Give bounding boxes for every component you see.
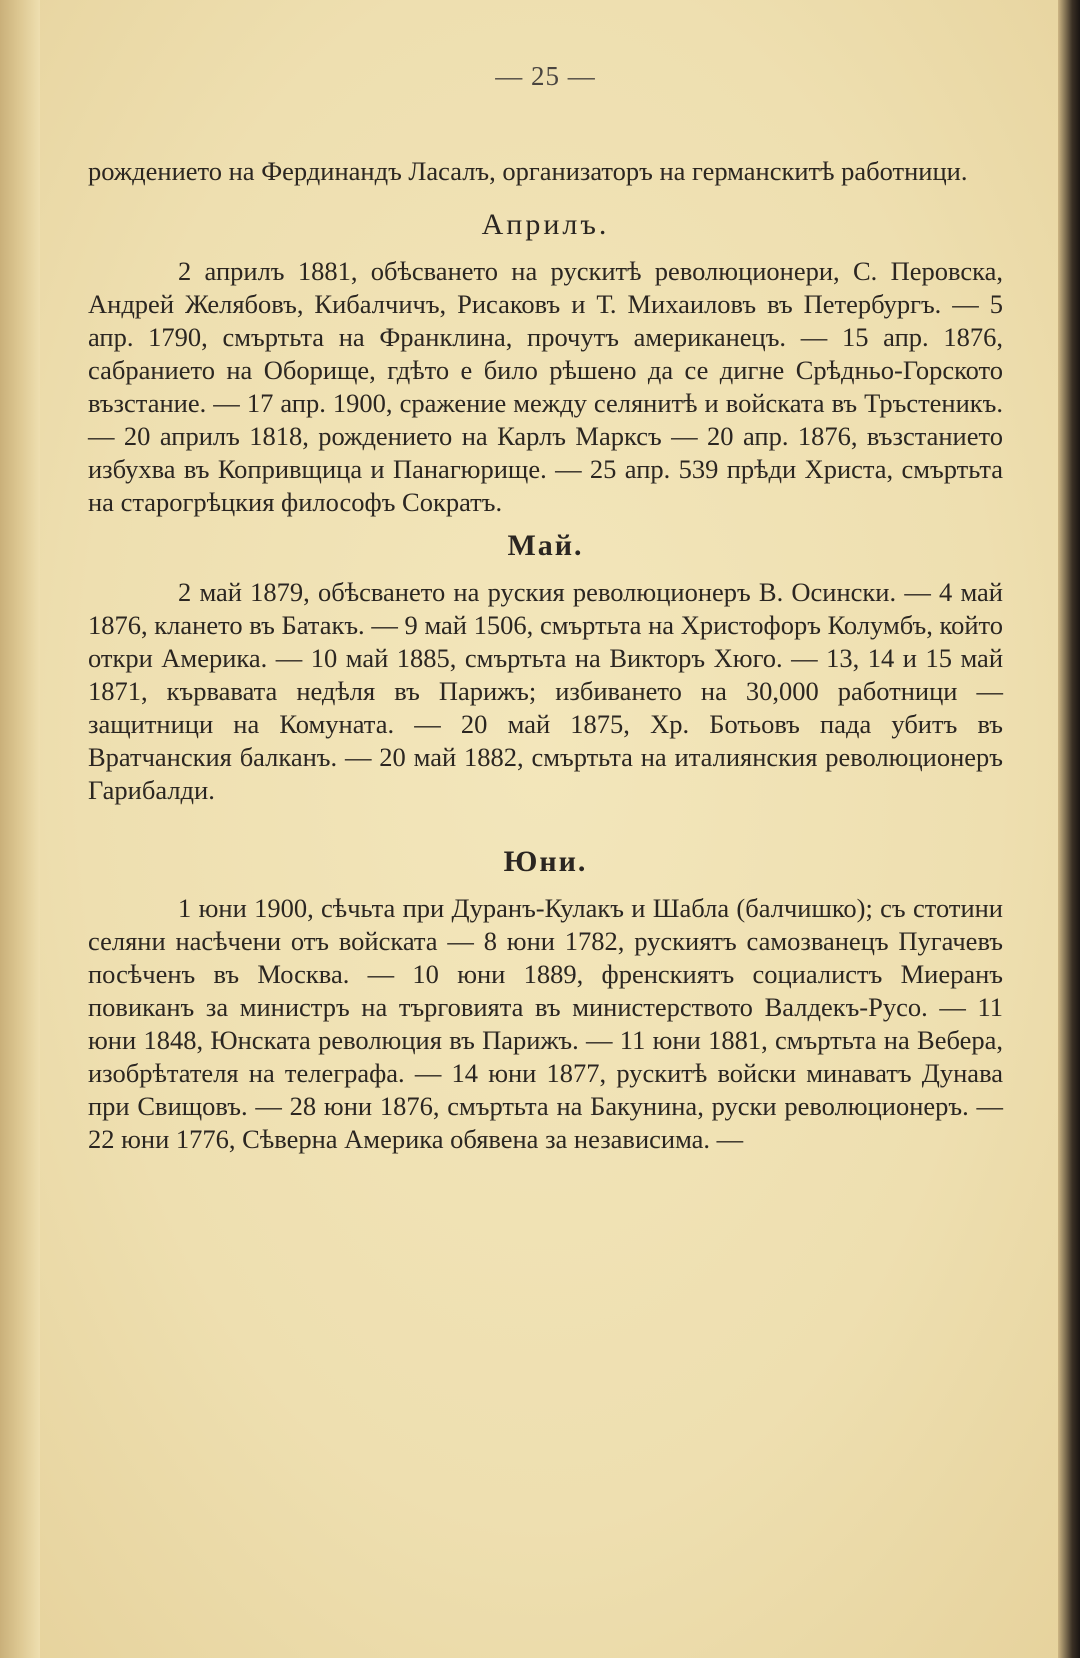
page-number: — 25 —: [495, 61, 596, 91]
heading-june: Юни.: [503, 845, 588, 878]
page-spine-shadow: [0, 0, 40, 1658]
page-right-edge: [1058, 0, 1080, 1658]
paragraph-april: 2 априлъ 1881, обѣсването на рускитѣ революционери, С. Перовска, Андрей Желябовъ, Кибалчичъ, Рисаковъ и Т. Михаиловъ въ Петербургъ. — 5 апр. 1790, смъртьта на Франклина, прочутъ американецъ. — 15 апр. 1876, сабранието на Оборище, гдѣто е било рѣшено да се дигне Срѣдньо-Горското възстание. — 17 апр. 1900, сражение между селянитѣ и войската въ Тръстеникъ. — 20 априлъ 1818, рождението на Карлъ Марксъ — 20 апр. 1876, възстанието избухва въ Копривщица и Панагюрище. — 25 апр. 539 прѣди Христа, смъртьта на старогрѣцкия философъ Сократъ.: [88, 256, 1003, 517]
heading-april: Априлъ.: [481, 208, 610, 241]
intro-paragraph: рождението на Фердинандъ Ласалъ, организаторъ на германскитѣ работници.: [88, 156, 968, 186]
page-text-block: [88, 60, 1003, 1156]
paragraph-may: 2 май 1879, обѣсването на руския революционеръ В. Осински. — 4 май 1876, клането въ Батакъ. — 9 май 1506, смъртьта на Христофоръ Колумбъ, който откри Америка. — 10 май 1885, смъртьта на Викторъ Хюго. — 13, 14 и 15 май 1871, кървавата недѣля въ Парижъ; избиването на 30,000 работници — защитници на Комуната. — 20 май 1875, Хр. Ботьовъ пада убитъ въ Вратчанския балканъ. — 20 май 1882, смъртьта на италиянския революционеръ Гарибалди.: [88, 577, 1003, 805]
heading-may: Май.: [507, 529, 584, 562]
paragraph-june: 1 юни 1900, сѣчьта при Дуранъ-Кулакъ и Шабла (балчишко); съ стотини селяни насѣчени отъ войската — 8 юни 1782, рускиятъ самозванецъ Пугачевъ посѣченъ въ Москва. — 10 юни 1889, френскиятъ социалистъ Миеранъ повиканъ за министръ на търговията въ министерството Валдекъ-Русо. — 11 юни 1848, Юнската революция въ Парижъ. — 11 юни 1881, смъртьта на Вебера, изобрѣтателя на телеграфа. — 14 юни 1877, рускитѣ войски минаватъ Дунава при Свищовъ. — 28 юни 1876, смъртьта на Бакунина, руски революционеръ. — 22 юни 1776, Сѣверна Америка обявена за независима. —: [88, 893, 1003, 1154]
